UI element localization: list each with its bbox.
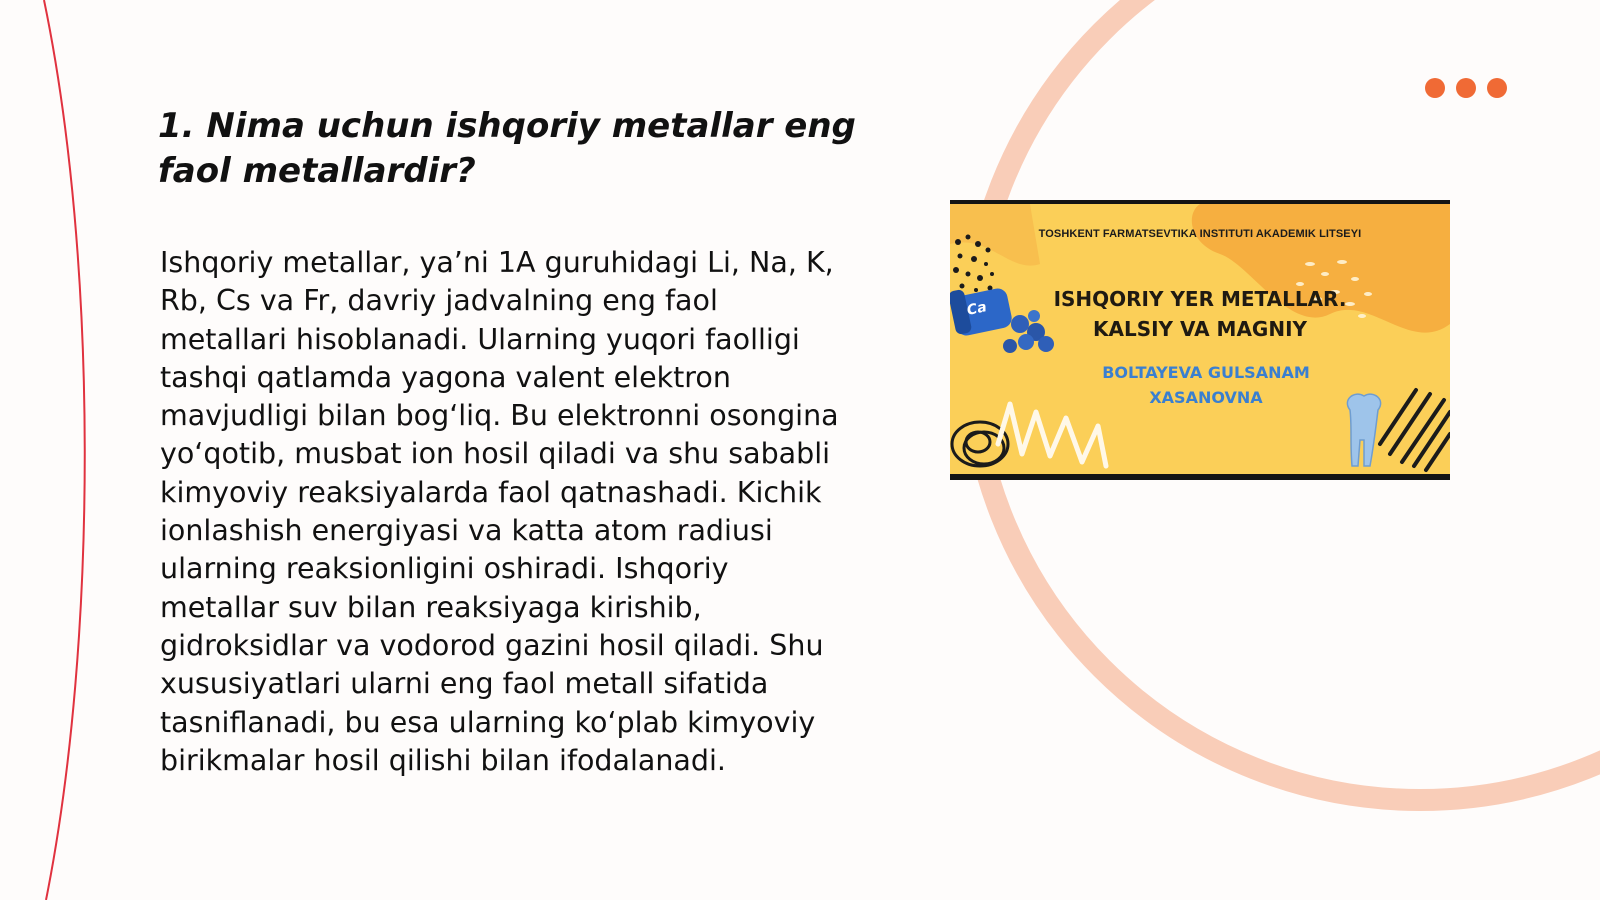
dot-3 [1487, 78, 1507, 98]
dot-2 [1456, 78, 1476, 98]
thumbnail-author [956, 360, 1450, 410]
thumbnail-title [950, 284, 1450, 344]
thumbnail-author-line2: XASANOVNA [1149, 388, 1263, 407]
dot-1 [1425, 78, 1445, 98]
slide-title: 1. Nima uchun ishqoriy metallar eng faol metallardir? [158, 106, 856, 191]
thumbnail-title-line2: KALSIY VA MAGNIY [1092, 317, 1308, 341]
presentation-thumbnail [950, 200, 1450, 480]
thumbnail-institution: TOSHKENT FARMATSEVTIKA INSTITUTI AKADEMIK LITSEYI [1038, 228, 1362, 240]
calcium-badge-label: Ca [965, 299, 989, 319]
thumbnail-author-line1: BOLTAYEVA GULSANAM [1102, 363, 1310, 382]
left-accent-curve [44, 0, 85, 900]
zigzag-decoration [998, 404, 1106, 466]
thumbnail-title-line1: ISHQORIY YER METALLAR. [1053, 287, 1347, 311]
slide-body-text: Ishqoriy metallar, ya’ni 1A guruhidagi Li, Na, K, Rb, Cs va Fr, davriy jadvalning eng faol metallari hisoblanadi. Ularning yuqori faolligi tashqi qatlamda yagona valent elektron mavjudligi bilan bog‘liq. Bu elektronni osongina yo‘qotib, musbat ion hosil qiladi va shu sababli kimyoviy reaksiyalarda faol qatnashadi. Kichik ionlashish energiyasi va katta atom radiusi ularning reaksionligini oshiradi. Ishqoriy metallar suv bilan reaksiyaga kirishib, gidroksidlar va vodorod gazini hosil qiladi. Shu xususiyatlari ularni eng faol metall sifatida tasniflanadi, bu esa ularning ko‘plab kimyoviy birikmalar hosil qilishi bilan ifodalanadi. [160, 246, 839, 777]
three-dots-icon [1425, 78, 1507, 98]
